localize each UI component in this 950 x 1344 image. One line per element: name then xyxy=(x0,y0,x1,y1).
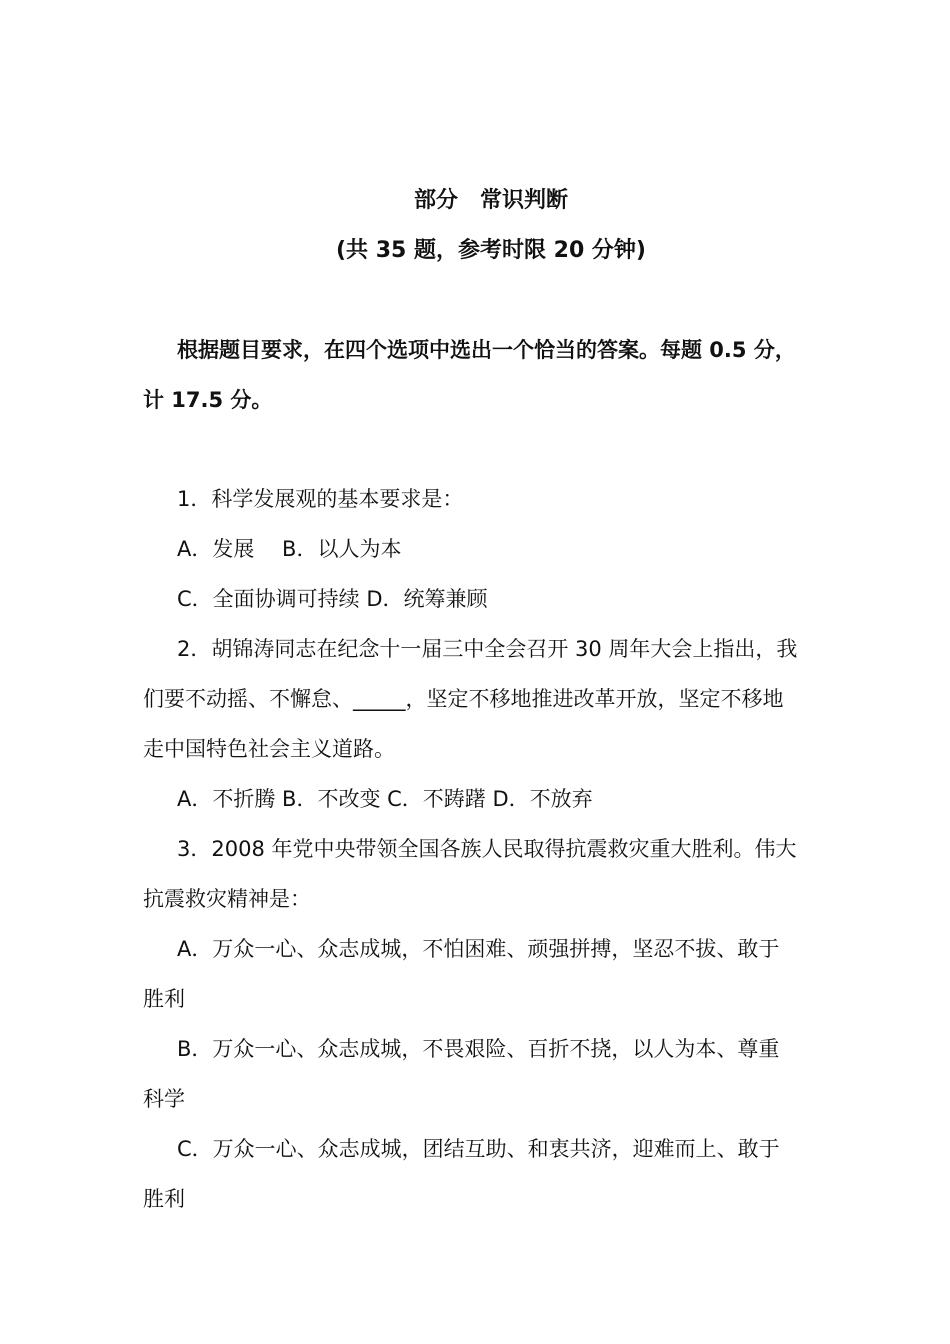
question-1-options-ab: A．发展 B．以人为本 xyxy=(177,537,402,561)
question-3-option-b: B．万众一心、众志成城，不畏艰险、百折不挠，以人为本、尊重 xyxy=(177,1037,780,1061)
instructions-line: 根据题目要求，在四个选项中选出一个恰当的答案。每题 0.5 分， xyxy=(177,338,796,362)
question-2-stem: 走中国特色社会主义道路。 xyxy=(143,737,395,761)
part-title: 部分 常识判断 xyxy=(413,188,568,213)
question-2-stem: 们要不动摇、不懈怠、_____，坚定不移地推进改革开放，坚定不移地 xyxy=(143,687,784,711)
question-3-option-b: 科学 xyxy=(143,1087,185,1111)
question-3-option-c: 胜利 xyxy=(143,1187,185,1211)
question-list xyxy=(143,474,815,1224)
question-2-stem: 2．胡锦涛同志在纪念十一届三中全会召开 30 周年大会上指出，我 xyxy=(177,637,798,661)
instructions xyxy=(143,325,815,425)
question-1-stem: 1．科学发展观的基本要求是： xyxy=(177,487,464,511)
question-1-options-cd: C．全面协调可持续 D．统筹兼顾 xyxy=(177,587,488,611)
question-3-stem: 3．2008 年党中央带领全国各族人民取得抗震救灾重大胜利。伟大 xyxy=(177,837,797,861)
question-3-option-a: 胜利 xyxy=(143,987,185,1011)
question-2-options: A．不折腾 B．不改变 C．不踌躇 D．不放弃 xyxy=(177,787,593,811)
instructions-line: 计 17.5 分。 xyxy=(143,388,273,412)
question-3-option-c: C．万众一心、众志成城，团结互助、和衷共济，迎难而上、敢于 xyxy=(177,1137,780,1161)
question-3-option-a: A．万众一心、众志成城，不怕困难、顽强拼搏，坚忍不拔、敢于 xyxy=(177,937,780,961)
question-3-stem: 抗震救灾精神是： xyxy=(143,887,311,911)
part-subtitle: (共 35 题，参考时限 20 分钟) xyxy=(336,238,646,263)
